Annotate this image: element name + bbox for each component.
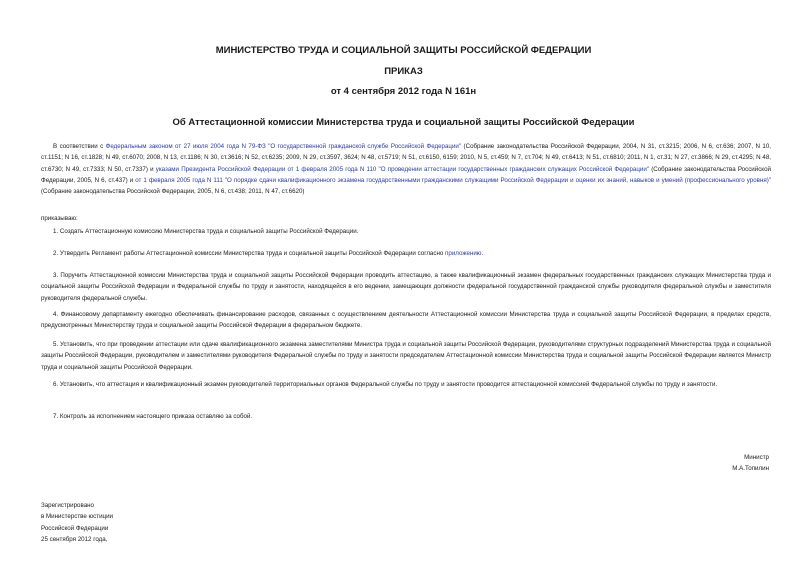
signature-block [732, 452, 769, 475]
president-decree-110-link[interactable]: указами Президента Российской Федерации от 1 февраля 2005 года N 110 "О проведении аттестации государственных гражданских служащих Российской Федерации" [155, 165, 650, 173]
preamble-text-4: (Собрание законодательства Российской Федерации, 2005, N 6, ст.438; 2011, N 47, ст.6620) [41, 188, 305, 196]
signature-position: Министр [744, 454, 769, 461]
item-4: 4. Финансовому департаменту ежегодно обеспечивать финансирование расходов, связанных с осуществлением деятельности Аттестационной комиссии Министерства труда и социальной защиты Российской Федерации, в пределах средств, предусмотренных Министерству труда и социальной защиты Российской Федерации в федеральном бюджете. [41, 311, 771, 330]
president-decree-111-link[interactable]: от 1 февраля 2005 года N 111 "О порядке сдачи квалификационного экзамена государственными гражданскими служащими Российской Федерации и оценки их знаний, навыков и умений (профессионального уровня)" [135, 176, 771, 184]
document-title: Об Аттестационной комиссии Министерства труда и социальной защиты Российской Федерации [172, 117, 635, 128]
registration-line-1: Зарегистрировано [41, 502, 94, 509]
preamble-text-1: В соответствии с [53, 143, 106, 150]
item-2-end: . [481, 250, 484, 257]
item-5: 5. Установить, что при проведении аттестации или сдаче квалификационного экзамена заместителями Министра труда и социальной защиты Российской Федерации, руководителями структурных подразделений Министерства труда и социальной защиты Российской Федерации, руководителем и заместителями руководителя Федеральной службы по труду и занятости председателем Аттестационной комиссии Министерства труда и социальной защиты Российской Федерации является Министр труда и социальной защиты Российской Федерации. [41, 341, 771, 371]
date-number-heading: от 4 сентября 2012 года N 161н [330, 86, 477, 97]
registration-block [41, 500, 113, 545]
item-1: 1. Создать Аттестационную комиссию Министерства труда и социальной защиты Российской Федерации. [53, 228, 359, 235]
doc-type-heading: ПРИКАЗ [384, 66, 423, 77]
appendix-link[interactable]: приложению [445, 250, 482, 257]
signature-name: М.А.Топилин [732, 465, 769, 473]
preamble-text-2: (Собрание законодательства Российской Федерации, 2004, N 31, ст.3215; 2006, N 6, ст.636; 2007, N 10, ст.1151; N 16, ст.1828; N 49, ст.6070; 2008, N 13, ст.1186; N 30, ст.3616; N 52, ст.6235; 2009, N 29, ст.3597, 3624; N 48, ст.5719; N 51, ст.6150, 6159; 2010, N 5, ст.459; N 7, ст.704; N 49, ст.6413; N 51, ст.6810; 2011, N 1, ст.31; N 27, ст.3866; N 29, ст.4295; N 48, ст.6730; N 49, ст.7333; N 50, ст.7337) и [41, 143, 772, 173]
item-2 [41, 248, 771, 259]
registration-line-2: в Министерстве юстиции [41, 513, 114, 521]
registration-line-4: 25 сентября 2012 года, [41, 535, 108, 543]
registration-line-3: Российской Федерации [41, 524, 109, 532]
preamble-text-3: (Собрание законодательства Российской Федерации, 2005, N 6, ст.437) и [41, 165, 771, 184]
federal-law-link[interactable]: Федеральным законом от 27 июля 2004 года N 79-ФЗ "О государственной гражданской службе Российской Федерации" [105, 143, 462, 150]
item-3: 3. Поручить Аттестационной комиссии Министерства труда и социальной защиты Российской Федерации проводить аттестацию, а также квалификационный экзамен федеральных государственных гражданских служащих Министерства труда и социальной защиты Российской Федерации и Федеральной службы по труду и занятости, находящейся в его ведении, замещающих должности федеральной государственной гражданской службы руководителя федеральной службы и заместителя руководителя федеральной службы. [41, 272, 771, 302]
item-6: 6. Установить, что аттестация и квалификационный экзамен руководителей территориальных органов Федеральной службы по труду и занятости проводится аттестационной комиссией Федеральной службы по труду и занятости. [53, 381, 718, 388]
item-2-text: 2. Утвердить Регламент работы Аттестационной комиссии Министерства труда и социальной защиты Российской Федерации согласно [53, 250, 446, 257]
item-7: 7. Контроль за исполнением настоящего приказа оставляю за собой. [53, 413, 253, 420]
preamble-paragraph [41, 141, 771, 197]
order-word: приказываю: [41, 215, 78, 222]
ministry-heading: МИНИСТЕРСТВО ТРУДА И СОЦИАЛЬНОЙ ЗАЩИТЫ РОССИЙСКОЙ ФЕДЕРАЦИИ [215, 45, 592, 56]
